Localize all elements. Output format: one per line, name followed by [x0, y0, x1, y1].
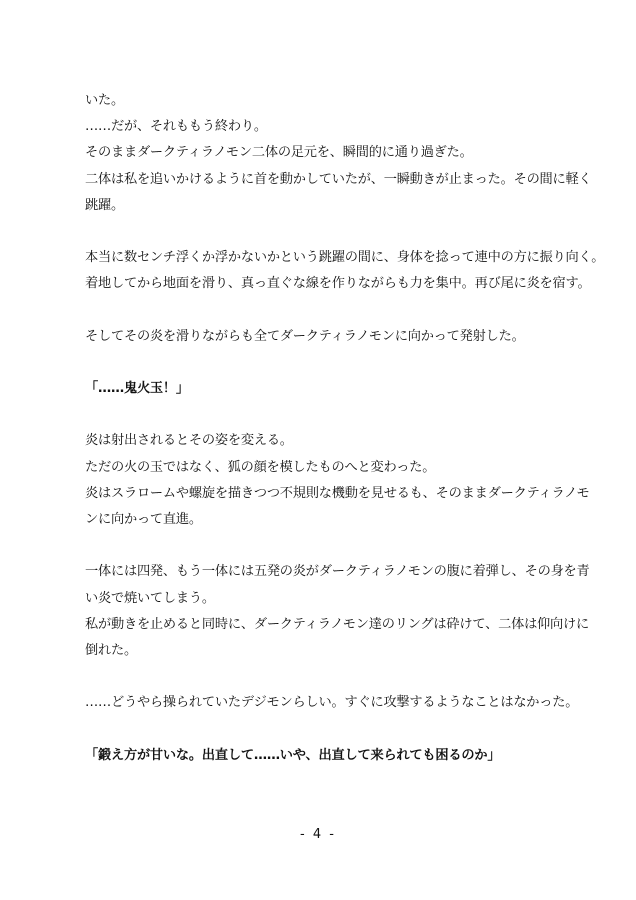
text-line: 倒れた。 — [85, 642, 137, 658]
paragraph-gap — [85, 664, 555, 690]
text-line: ンに向かって直進。 — [85, 512, 202, 527]
text-line: 二体は私を追いかけるように首を動かしていたが、一瞬動きが止まった。その間に軽く — [85, 171, 592, 187]
text-line: そのままダークティラノモン二体の足元を、瞬間的に通り過ぎた。 — [85, 145, 473, 161]
text-line: いた。 — [85, 93, 124, 108]
text-line: 炎は射出されるとその姿を変える。 — [85, 433, 293, 449]
text-line: 一体には四発、もう一体には五発の炎がダークティラノモンの腹に着弾し、その身を青 — [85, 564, 590, 580]
dialogue-line: 「……鬼火玉！」 — [85, 381, 189, 397]
paragraph-gap — [85, 717, 555, 743]
text-line: 跳躍。 — [85, 197, 124, 213]
paragraph-gap — [85, 402, 555, 428]
paragraph-gap — [85, 350, 555, 376]
text-line: 本当に数センチ浮くか浮かないかという跳躍の間に、身体を捻って連中の方に振り向く。 — [85, 250, 605, 266]
paragraph-gap — [85, 533, 555, 559]
text-line: 炎はスラロームや螺旋を描きつつ不規則な機動を見せるも、そのままダークティラノモ — [85, 485, 590, 501]
text-line: そしてその炎を滑りながらも全てダークティラノモンに向かって発射した。 — [85, 328, 525, 344]
text-line: 私が動きを止めると同時に、ダークティラノモン達のリングは砕けて、二体は仰向けに — [85, 616, 590, 632]
paragraph-gap — [85, 219, 555, 245]
text-line: ……だが、それももう終わり。 — [85, 119, 267, 135]
paragraph-gap — [85, 298, 555, 324]
dialogue-line: 「鍛え方が甘いな。出直して……いや、出直して来られても困るのか」 — [85, 747, 501, 763]
text-line: い炎で焼いてしまう。 — [85, 590, 215, 606]
text-line: ……どうやら操られていたデジモンらしい。すぐに攻撃するようなことはなかった。 — [85, 695, 579, 711]
text-line: 着地してから地面を滑り、真っ直ぐな線を作りながらも力を集中。再び尾に炎を宿す。 — [85, 276, 591, 292]
text-line: ただの火の玉ではなく、狐の顔を模したものへと変わった。 — [85, 459, 436, 475]
body-text — [85, 88, 605, 769]
page-number: - 4 - — [300, 827, 336, 842]
